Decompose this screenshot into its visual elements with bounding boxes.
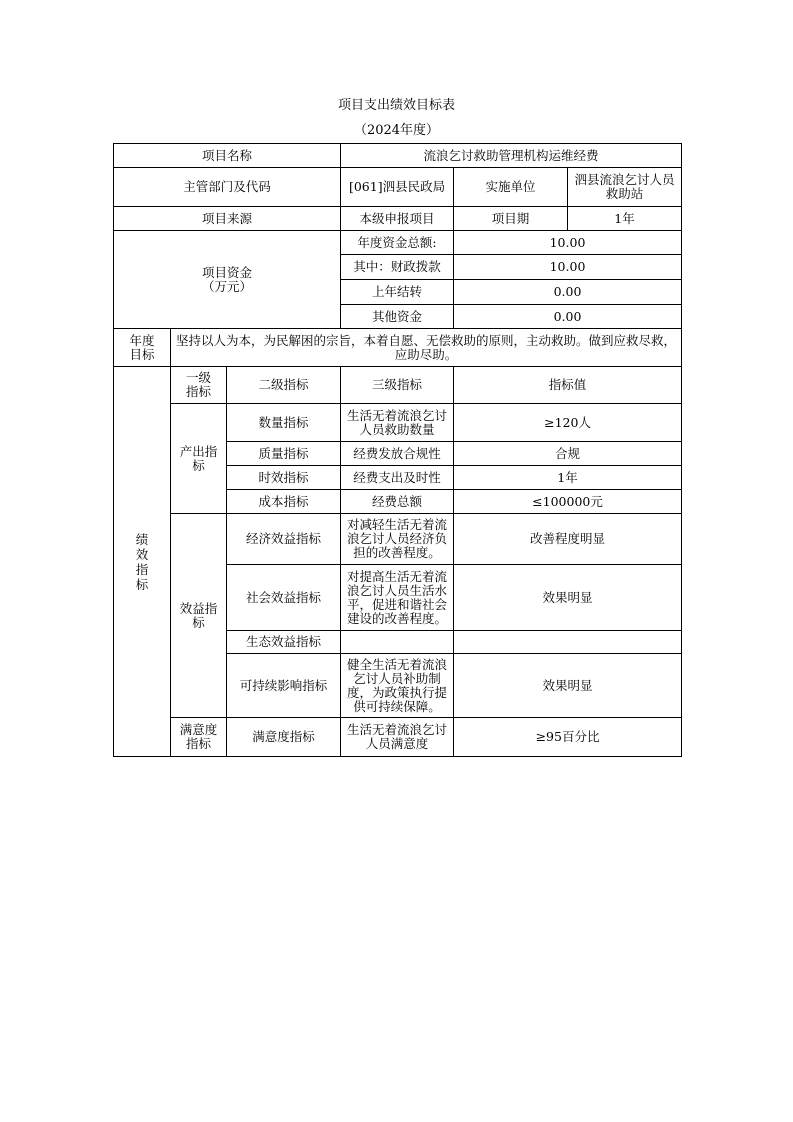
level3-cell: 生活无着流浪乞讨人员满意度 (341, 718, 454, 757)
level2-cell: 生态效益指标 (227, 631, 341, 654)
row-fund-total (114, 231, 682, 255)
level2-cell: 经济效益指标 (227, 514, 341, 565)
value-cell: 改善程度明显 (454, 514, 682, 565)
value-cell: 1年 (454, 466, 682, 490)
project-name-value: 流浪乞讨救助管理机构运维经费 (341, 144, 682, 168)
period-label: 项目期 (454, 207, 568, 231)
fund-other-value: 0.00 (454, 305, 682, 329)
col-value-header: 指标值 (454, 367, 682, 404)
level3-cell: 经费支出及时性 (341, 466, 454, 490)
dept-label: 主管部门及代码 (114, 168, 341, 207)
indicators-section-label: 绩效指标 (114, 367, 171, 757)
level2-cell: 可持续影响指标 (227, 654, 341, 718)
value-cell: ≥120人 (454, 404, 682, 442)
level3-cell: 生活无着流浪乞讨人员救助数量 (341, 404, 454, 442)
page-subtitle: （2024年度） (353, 123, 440, 138)
table-row (114, 404, 682, 442)
funds-label: 项目资金 （万元） (114, 231, 341, 329)
col-level2-header: 二级指标 (227, 367, 341, 404)
project-name-label: 项目名称 (114, 144, 341, 168)
level3-cell (341, 631, 454, 654)
value-cell (454, 631, 682, 654)
level2-cell: 满意度指标 (227, 718, 341, 757)
impl-unit-label: 实施单位 (454, 168, 568, 207)
level3-cell: 对提高生活无着流浪乞讨人员生活水平，促进和谐社会建设的改善程度。 (341, 565, 454, 631)
output-indicator-label: 产出指 标 (171, 404, 227, 514)
row-source (114, 207, 682, 231)
satisfaction-indicator-label: 满意度 指标 (171, 718, 227, 757)
goal-text: 坚持以人为本，为民解困的宗旨，本着自愿、无偿救助的原则，主动救助。做到应救尽救，应助尽助。 (171, 329, 682, 367)
row-department (114, 168, 682, 207)
fund-fiscal-value: 10.00 (454, 255, 682, 280)
benefit-indicator-label: 效益指 标 (171, 514, 227, 718)
dept-value: [061]泗县民政局 (341, 168, 454, 207)
level3-cell: 经费总额 (341, 490, 454, 514)
row-indicator-header (114, 367, 682, 404)
col-level1-header: 一级 指标 (171, 367, 227, 404)
level2-cell: 数量指标 (227, 404, 341, 442)
value-cell: 效果明显 (454, 565, 682, 631)
col-level3-header: 三级指标 (341, 367, 454, 404)
value-cell: 效果明显 (454, 654, 682, 718)
value-cell: 合规 (454, 442, 682, 466)
performance-goal-table (113, 143, 682, 757)
value-cell: ≤100000元 (454, 490, 682, 514)
level2-cell: 成本指标 (227, 490, 341, 514)
fund-fiscal-label: 其中：财政拨款 (341, 255, 454, 280)
row-annual-goal (114, 329, 682, 367)
fund-total-value: 10.00 (454, 231, 682, 255)
fund-other-label: 其他资金 (341, 305, 454, 329)
level2-cell: 质量指标 (227, 442, 341, 466)
fund-carry-label: 上年结转 (341, 280, 454, 305)
impl-unit-value: 泗县流浪乞讨人员救助站 (568, 168, 682, 207)
source-value: 本级申报项目 (341, 207, 454, 231)
level3-cell: 经费发放合规性 (341, 442, 454, 466)
value-cell: ≥95百分比 (454, 718, 682, 757)
source-label: 项目来源 (114, 207, 341, 231)
page-title: 项目支出绩效目标表 (337, 98, 455, 113)
fund-carry-value: 0.00 (454, 280, 682, 305)
table-row (114, 718, 682, 757)
goal-label: 年度 目标 (114, 329, 171, 367)
period-value: 1年 (568, 207, 682, 231)
level3-cell: 健全生活无着流浪乞讨人员补助制度，为政策执行提供可持续保障。 (341, 654, 454, 718)
level2-cell: 时效指标 (227, 466, 341, 490)
row-project-name (114, 144, 682, 168)
level2-cell: 社会效益指标 (227, 565, 341, 631)
table-row (114, 514, 682, 565)
level3-cell: 对减轻生活无着流浪乞讨人员经济负担的改善程度。 (341, 514, 454, 565)
fund-total-label: 年度资金总额: (341, 231, 454, 255)
